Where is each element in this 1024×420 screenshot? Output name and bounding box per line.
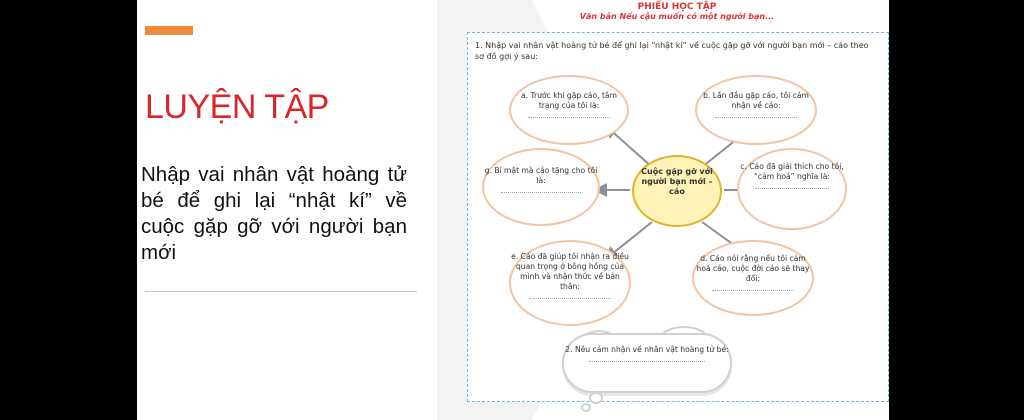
accent-bar — [145, 26, 193, 35]
divider — [145, 291, 417, 292]
question-2-cloud — [562, 333, 732, 393]
answer-line — [529, 298, 612, 299]
answer-line — [712, 290, 795, 291]
bubble-b-text: b. Lần đầu gặp cáo, tôi cảm nhận về cáo: — [703, 91, 809, 110]
answer-line — [755, 188, 829, 189]
worksheet-title: PHIẾU HỌC TẬP — [637, 2, 717, 12]
bubble-e-text: e. Cáo đã giúp tôi nhận ra điều quan trọng ở bông hồng của mình và nhận thức về bản thân: — [511, 252, 629, 291]
question-2-text: 2. Nêu cảm nhận về nhân vật hoàng tử bé: — [565, 345, 729, 354]
bubble-g-text: g. Bí mật mà cáo tặng cho tôi là: — [484, 166, 598, 185]
bubble-g — [482, 148, 600, 226]
center-topic: Cuộc gặp gỡ với người bạn mới – cáo — [632, 155, 722, 227]
cloud-tail — [589, 392, 603, 404]
answer-line — [501, 192, 581, 193]
bubble-a — [509, 75, 629, 145]
slide-lead-text: Nhập vai nhân vật hoàng tử bé để ghi lại “nhật kí” về cuộc gặp gỡ với người bạn mới — [141, 163, 407, 264]
worksheet-subtitle: Văn bản Nếu cậu muốn có một người bạn... — [579, 12, 775, 21]
answer-line — [715, 117, 798, 118]
bubble-d — [692, 240, 814, 316]
bubble-c-text: c. Cáo đã giải thích cho tôi, “cảm hoá” nghĩa là: — [740, 162, 844, 181]
slide — [137, 0, 889, 420]
bubble-d-text: d. Cáo nói rằng nếu tôi cảm hoá cáo, cuộc đời cáo sẽ thay đổi: — [696, 254, 810, 283]
worksheet-instruction: 1. Nhập vai nhân vật hoàng tử bé để ghi lại “nhật kí” về cuộc gặp gỡ với người bạn mới – cáo theo sơ đồ gợi ý sau: — [475, 41, 869, 61]
bubble-e — [509, 240, 631, 326]
answer-line — [528, 117, 609, 118]
bubble-a-text: a. Trước khi gặp cáo, tâm trạng của tôi là: — [521, 91, 617, 110]
answer-line — [589, 361, 705, 362]
bubble-b — [695, 75, 817, 145]
bubble-c — [737, 148, 847, 230]
slide-title: LUYỆN TẬP — [145, 88, 329, 126]
cloud-tail — [581, 403, 591, 412]
